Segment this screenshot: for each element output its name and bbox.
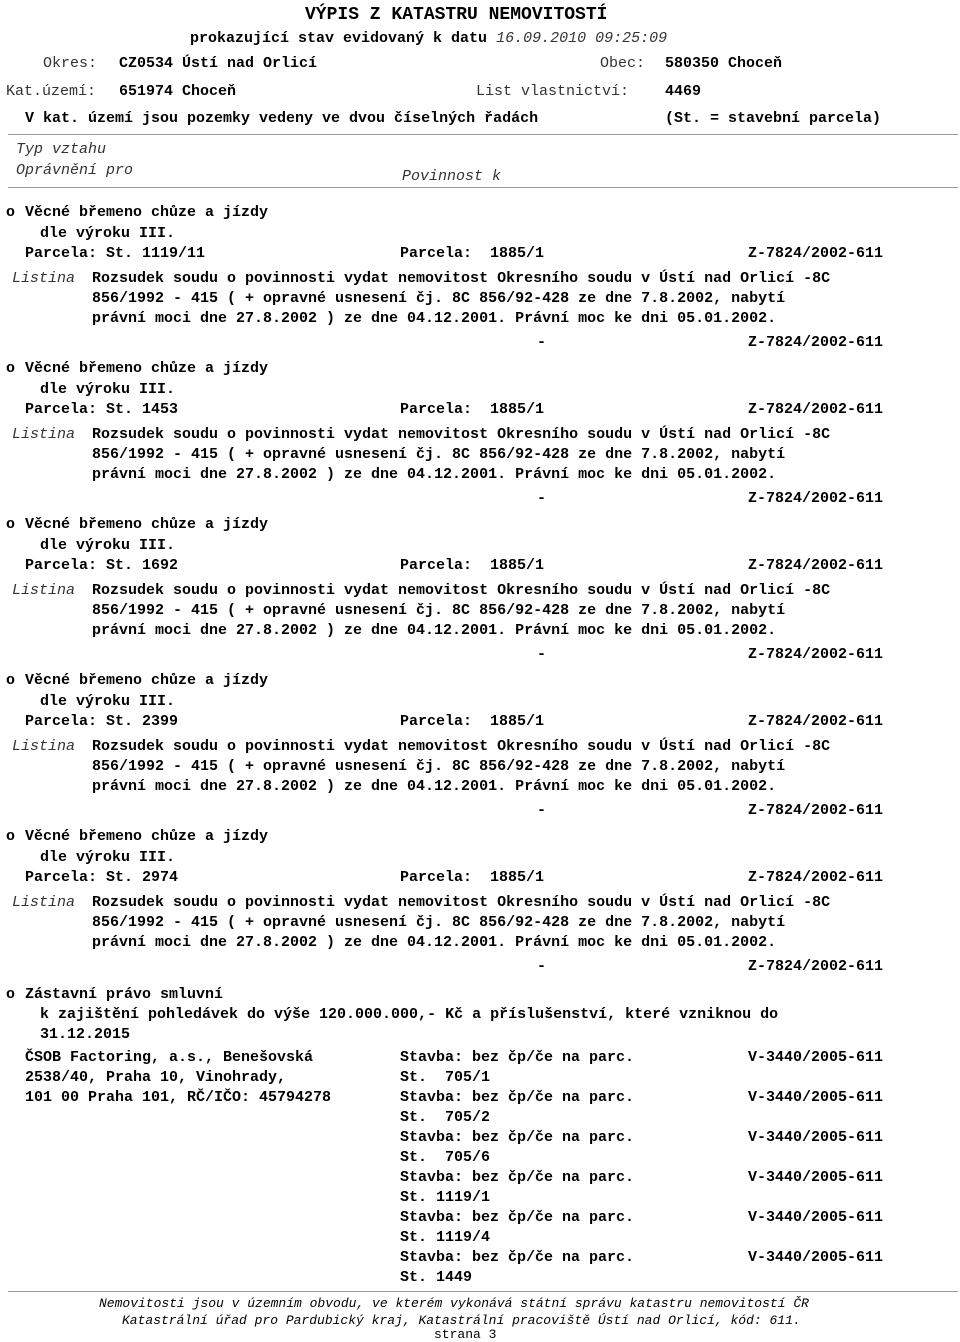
numbering-note: V kat. území jsou pozemky vedeny ve dvou číselných řadách bbox=[25, 110, 539, 127]
entry-title: Věcné břemeno chůze a jízdy bbox=[25, 516, 269, 533]
obec-label: Obec: bbox=[600, 55, 646, 72]
pledge-desc: k zajištění pohledávek do výše 120.000.000,- Kč a příslušenství, které vzniknou do bbox=[40, 1006, 779, 1023]
katuzemi-label: Kat.území: bbox=[6, 83, 97, 100]
creditor-line: ČSOB Factoring, a.s., Benešovská bbox=[25, 1049, 314, 1066]
listina-line: právní moci dne 27.8.2002 ) ze dne 04.12.2001. Právní moc ke dni 05.01.2002. bbox=[92, 622, 777, 639]
entry-ref: Z-7824/2002-611 bbox=[748, 401, 884, 418]
pledge-item-ref: V-3440/2005-611 bbox=[748, 1209, 884, 1226]
entry-title: Věcné břemeno chůze a jízdy bbox=[25, 360, 269, 377]
listina-label: Listina bbox=[12, 582, 76, 599]
listina-label: Listina bbox=[12, 270, 76, 287]
entry-title-cont: dle výroku III. bbox=[40, 381, 176, 398]
entry-title-cont: dle výroku III. bbox=[40, 849, 176, 866]
listina-line: právní moci dne 27.8.2002 ) ze dne 04.12.2001. Právní moc ke dni 05.01.2002. bbox=[92, 934, 777, 951]
pledge-item-ref: V-3440/2005-611 bbox=[748, 1089, 884, 1106]
entry-ref: Z-7824/2002-611 bbox=[748, 869, 884, 886]
listina-dash: - bbox=[537, 490, 547, 507]
listina-line: Rozsudek soudu o povinnosti vydat nemovitost Okresního soudu v Ústí nad Orlicí -8C bbox=[92, 894, 831, 911]
pledge-bullet: o bbox=[6, 986, 16, 1003]
listina-line: právní moci dne 27.8.2002 ) ze dne 04.12.2001. Právní moc ke dni 05.01.2002. bbox=[92, 310, 777, 327]
numbering-note-right: (St. = stavební parcela) bbox=[665, 110, 882, 127]
pledge-item-object: Stavba: bez čp/če na parc. bbox=[400, 1049, 635, 1066]
list-value: 4469 bbox=[665, 83, 702, 100]
creditor-line: 101 00 Praha 101, RČ/IČO: 45794278 bbox=[25, 1089, 332, 1106]
pledge-item-object: Stavba: bez čp/če na parc. bbox=[400, 1249, 635, 1266]
pledge-item-ref: V-3440/2005-611 bbox=[748, 1249, 884, 1266]
entry-ref: Z-7824/2002-611 bbox=[748, 245, 884, 262]
listina-label: Listina bbox=[12, 426, 76, 443]
subtitle-prefix: prokazující stav evidovaný k datu bbox=[190, 30, 488, 47]
footer-line: Nemovitosti jsou v územním obvodu, ve kterém vykonává státní správu katastru nemovitostí ČR bbox=[99, 1296, 809, 1311]
pledge-desc-date: 31.12.2015 bbox=[40, 1026, 131, 1043]
listina-line: 856/1992 - 415 ( + opravné usnesení čj. 8C 856/92-428 ze dne 7.8.2002, nabytí bbox=[92, 446, 786, 463]
listina-ref: Z-7824/2002-611 bbox=[748, 646, 884, 663]
listina-label: Listina bbox=[12, 894, 76, 911]
listina-ref: Z-7824/2002-611 bbox=[748, 334, 884, 351]
document-title: VÝPIS Z KATASTRU NEMOVITOSTÍ bbox=[305, 5, 608, 25]
entry-title-cont: dle výroku III. bbox=[40, 693, 176, 710]
footer-line: Katastrální úřad pro Pardubický kraj, Katastrální pracoviště Ústí nad Orlicí, kód: 611. bbox=[122, 1313, 801, 1328]
pledge-item-ref: V-3440/2005-611 bbox=[748, 1049, 884, 1066]
listina-dash: - bbox=[537, 334, 547, 351]
listina-label: Listina bbox=[12, 738, 76, 755]
footer-divider bbox=[8, 1291, 958, 1292]
bullet: o bbox=[6, 828, 16, 845]
col-povinnost-k: Povinnost k bbox=[402, 168, 502, 185]
listina-line: 856/1992 - 415 ( + opravné usnesení čj. 8C 856/92-428 ze dne 7.8.2002, nabytí bbox=[92, 914, 786, 931]
pledge-item-ref: V-3440/2005-611 bbox=[748, 1129, 884, 1146]
listina-ref: Z-7824/2002-611 bbox=[748, 802, 884, 819]
obec-value: 580350 Choceň bbox=[665, 55, 783, 72]
col-typ-vztahu: Typ vztahu bbox=[16, 141, 107, 158]
listina-line: 856/1992 - 415 ( + opravné usnesení čj. 8C 856/92-428 ze dne 7.8.2002, nabytí bbox=[92, 290, 786, 307]
parcel-mid: Parcela: 1885/1 bbox=[400, 401, 545, 418]
listina-line: právní moci dne 27.8.2002 ) ze dne 04.12.2001. Právní moc ke dni 05.01.2002. bbox=[92, 778, 777, 795]
pledge-title: Zástavní právo smluvní bbox=[25, 986, 224, 1003]
entry-title: Věcné břemeno chůze a jízdy bbox=[25, 204, 269, 221]
listina-line: 856/1992 - 415 ( + opravné usnesení čj. 8C 856/92-428 ze dne 7.8.2002, nabytí bbox=[92, 758, 786, 775]
listina-line: Rozsudek soudu o povinnosti vydat nemovitost Okresního soudu v Ústí nad Orlicí -8C bbox=[92, 270, 831, 287]
pledge-item-parcel: St. 705/6 bbox=[400, 1149, 491, 1166]
creditor-line: 2538/40, Praha 10, Vinohrady, bbox=[25, 1069, 287, 1086]
listina-line: Rozsudek soudu o povinnosti vydat nemovitost Okresního soudu v Ústí nad Orlicí -8C bbox=[92, 582, 831, 599]
parcel-left: Parcela: St. 1453 bbox=[25, 401, 179, 418]
bullet: o bbox=[6, 672, 16, 689]
pledge-item-object: Stavba: bez čp/če na parc. bbox=[400, 1169, 635, 1186]
listina-dash: - bbox=[537, 958, 547, 975]
pledge-item-parcel: St. 705/2 bbox=[400, 1109, 491, 1126]
subtitle-date: 16.09.2010 09:25:09 bbox=[496, 30, 668, 47]
entry-title-cont: dle výroku III. bbox=[40, 225, 176, 242]
listina-line: Rozsudek soudu o povinnosti vydat nemovitost Okresního soudu v Ústí nad Orlicí -8C bbox=[92, 426, 831, 443]
list-label: List vlastnictví: bbox=[476, 83, 630, 100]
okres-label: Okres: bbox=[43, 55, 98, 72]
entry-title: Věcné břemeno chůze a jízdy bbox=[25, 672, 269, 689]
page-number: strana 3 bbox=[434, 1327, 497, 1342]
entry-ref: Z-7824/2002-611 bbox=[748, 557, 884, 574]
bullet: o bbox=[6, 516, 16, 533]
pledge-item-object: Stavba: bez čp/če na parc. bbox=[400, 1089, 635, 1106]
pledge-item-object: Stavba: bez čp/če na parc. bbox=[400, 1129, 635, 1146]
listina-ref: Z-7824/2002-611 bbox=[748, 958, 884, 975]
bullet: o bbox=[6, 204, 16, 221]
parcel-mid: Parcela: 1885/1 bbox=[400, 869, 545, 886]
pledge-item-object: Stavba: bez čp/če na parc. bbox=[400, 1209, 635, 1226]
pledge-item-ref: V-3440/2005-611 bbox=[748, 1169, 884, 1186]
listina-ref: Z-7824/2002-611 bbox=[748, 490, 884, 507]
pledge-item-parcel: St. 705/1 bbox=[400, 1069, 491, 1086]
pledge-item-parcel: St. 1119/1 bbox=[400, 1189, 491, 1206]
listina-line: Rozsudek soudu o povinnosti vydat nemovitost Okresního soudu v Ústí nad Orlicí -8C bbox=[92, 738, 831, 755]
bullet: o bbox=[6, 360, 16, 377]
entry-ref: Z-7824/2002-611 bbox=[748, 713, 884, 730]
parcel-mid: Parcela: 1885/1 bbox=[400, 713, 545, 730]
listina-line: právní moci dne 27.8.2002 ) ze dne 04.12.2001. Právní moc ke dni 05.01.2002. bbox=[92, 466, 777, 483]
pledge-item-parcel: St. 1119/4 bbox=[400, 1229, 491, 1246]
parcel-left: Parcela: St. 1119/11 bbox=[25, 245, 206, 262]
col-opravneni-pro: Oprávnění pro bbox=[16, 162, 134, 179]
parcel-left: Parcela: St. 2399 bbox=[25, 713, 179, 730]
document-subtitle bbox=[190, 30, 667, 48]
pledge-item-parcel: St. 1449 bbox=[400, 1269, 473, 1286]
parcel-left: Parcela: St. 2974 bbox=[25, 869, 179, 886]
listina-dash: - bbox=[537, 646, 547, 663]
entry-title: Věcné břemeno chůze a jízdy bbox=[25, 828, 269, 845]
header-divider bbox=[8, 134, 958, 135]
katuzemi-value: 651974 Choceň bbox=[119, 83, 237, 100]
parcel-left: Parcela: St. 1692 bbox=[25, 557, 179, 574]
entry-title-cont: dle výroku III. bbox=[40, 537, 176, 554]
listina-line: 856/1992 - 415 ( + opravné usnesení čj. 8C 856/92-428 ze dne 7.8.2002, nabytí bbox=[92, 602, 786, 619]
column-header-divider bbox=[8, 187, 958, 188]
parcel-mid: Parcela: 1885/1 bbox=[400, 245, 545, 262]
parcel-mid: Parcela: 1885/1 bbox=[400, 557, 545, 574]
okres-value: CZ0534 Ústí nad Orlicí bbox=[119, 55, 318, 72]
listina-dash: - bbox=[537, 802, 547, 819]
